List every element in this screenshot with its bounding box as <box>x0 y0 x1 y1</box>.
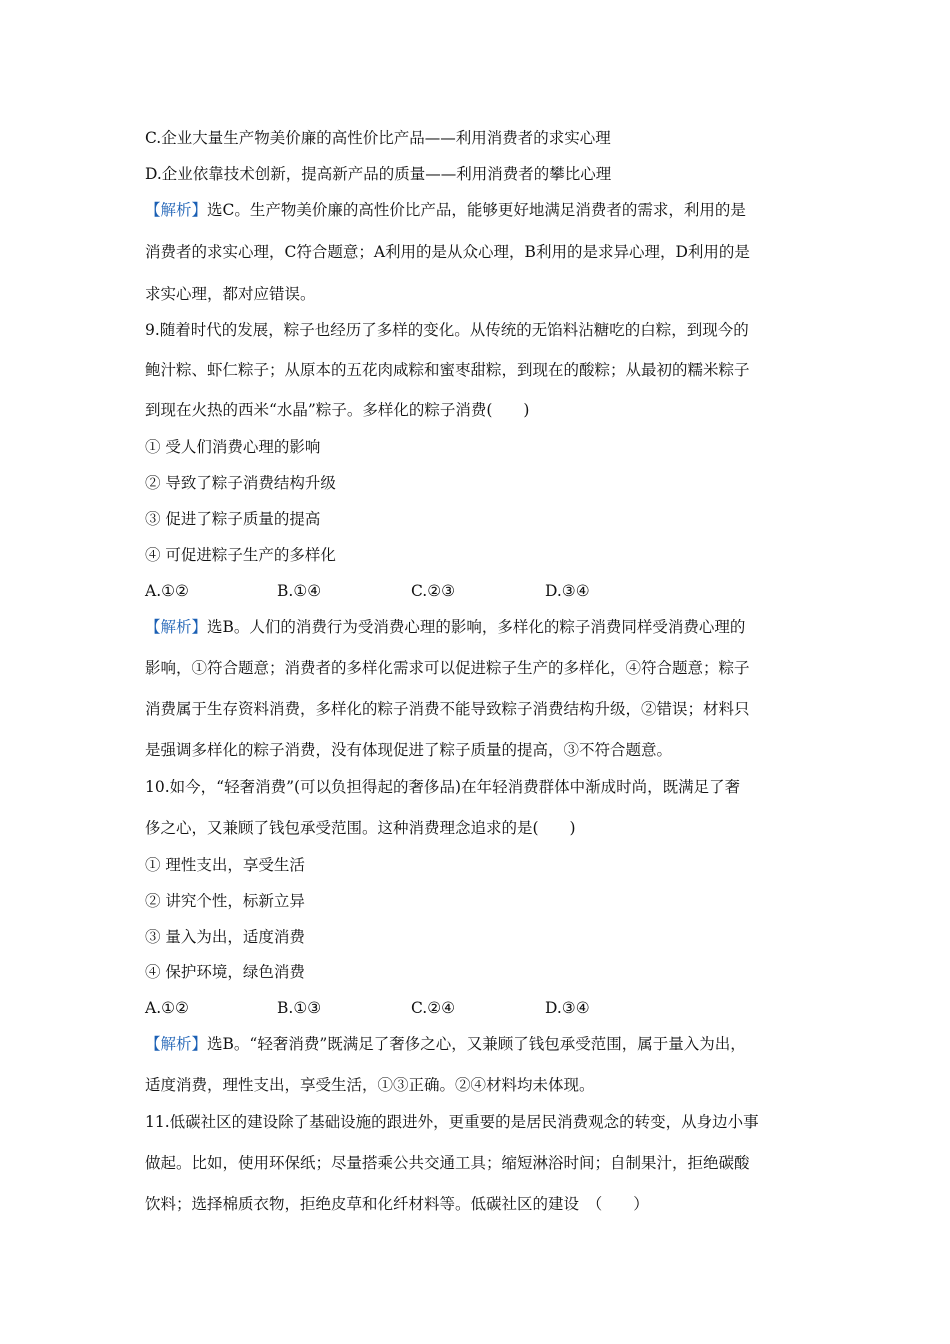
q9-item-3: ③ 促进了粽子质量的提高 <box>145 510 321 528</box>
q9-option-a: A.①② <box>145 582 189 600</box>
analysis-8-line-2: 消费者的求实心理，C符合题意；A利用的是从众心理，B利用的是求异心理，D利用的是 <box>145 243 750 261</box>
q9-item-2: ② 导致了粽子消费结构升级 <box>145 474 336 492</box>
question-9-line-3: 到现在火热的西米“水晶”粽子。多样化的粽子消费( ) <box>145 401 530 419</box>
analysis-tag: 【解析】 <box>145 1035 208 1053</box>
analysis-10-line-2: 适度消费，理性支出，享受生活，①③正确。②④材料均未体现。 <box>145 1076 595 1094</box>
q10-item-1: ① 理性支出，享受生活 <box>145 856 305 874</box>
q10-item-2: ② 讲究个性，标新立异 <box>145 892 305 910</box>
option-c-line: C.企业大量生产物美价廉的高性价比产品——利用消费者的求实心理 <box>145 129 611 147</box>
q9-option-c: C.②③ <box>411 582 456 600</box>
q10-option-d: D.③④ <box>545 999 590 1017</box>
q9-option-d: D.③④ <box>545 582 590 600</box>
question-11-line-2: 做起。比如，使用环保纸；尽量搭乘公共交通工具；缩短淋浴时间；自制果汁，拒绝碳酸 <box>145 1154 750 1172</box>
q10-item-3: ③ 量入为出，适度消费 <box>145 928 305 946</box>
analysis-9-line-1: 【解析】选B。人们的消费行为受消费心理的影响，多样化的粽子消费同样受消费心理的 <box>145 618 746 636</box>
analysis-9-line-4: 是强调多样化的粽子消费，没有体现促进了粽子质量的提高，③不符合题意。 <box>145 741 673 759</box>
question-11-line-1: 11.低碳社区的建设除了基础设施的跟进外，更重要的是居民消费观念的转变，从身边小事 <box>145 1113 759 1131</box>
q10-option-c: C.②④ <box>411 999 456 1017</box>
analysis-8-line-3: 求实心理，都对应错误。 <box>145 285 316 303</box>
question-11-line-3: 饮料；选择棉质衣物，拒绝皮草和化纤材料等。低碳社区的建设 （ ） <box>145 1195 649 1213</box>
q10-option-a: A.①② <box>145 999 189 1017</box>
q10-item-4: ④ 保护环境，绿色消费 <box>145 963 305 981</box>
analysis-10-line-1: 【解析】选B。“轻奢消费”既满足了奢侈之心，又兼顾了钱包承受范围，属于量入为出， <box>145 1035 746 1053</box>
q9-item-4: ④ 可促进粽子生产的多样化 <box>145 546 336 564</box>
analysis-tag: 【解析】 <box>145 201 208 219</box>
analysis-9-line-2: 影响，①符合题意；消费者的多样化需求可以促进粽子生产的多样化，④符合题意；粽子 <box>145 659 750 677</box>
question-10-line-1: 10.如今，“轻奢消费”(可以负担得起的奢侈品)在年轻消费群体中渐成时尚，既满足了奢 <box>145 778 741 796</box>
analysis-tag: 【解析】 <box>145 618 208 636</box>
question-9-line-2: 鲍汁粽、虾仁粽子；从原本的五花肉咸粽和蜜枣甜粽，到现在的酸粽；从最初的糯米粽子 <box>145 361 750 379</box>
analysis-9-line-3: 消费属于生存资料消费，多样化的粽子消费不能导致粽子消费结构升级，②错误；材料只 <box>145 700 750 718</box>
analysis-8-line-1: 【解析】选C。生产物美价廉的高性价比产品，能够更好地满足消费者的需求，利用的是 <box>145 201 746 219</box>
option-d-line: D.企业依靠技术创新，提高新产品的质量——利用消费者的攀比心理 <box>145 165 612 183</box>
question-9-line-1: 9.随着时代的发展，粽子也经历了多样的变化。从传统的无馅料沾糖吃的白粽，到现今的 <box>145 321 749 339</box>
q9-item-1: ① 受人们消费心理的影响 <box>145 438 321 456</box>
q10-option-b: B.①③ <box>277 999 322 1017</box>
question-10-line-2: 侈之心，又兼顾了钱包承受范围。这种消费理念追求的是( ) <box>145 819 576 837</box>
q9-option-b: B.①④ <box>277 582 322 600</box>
